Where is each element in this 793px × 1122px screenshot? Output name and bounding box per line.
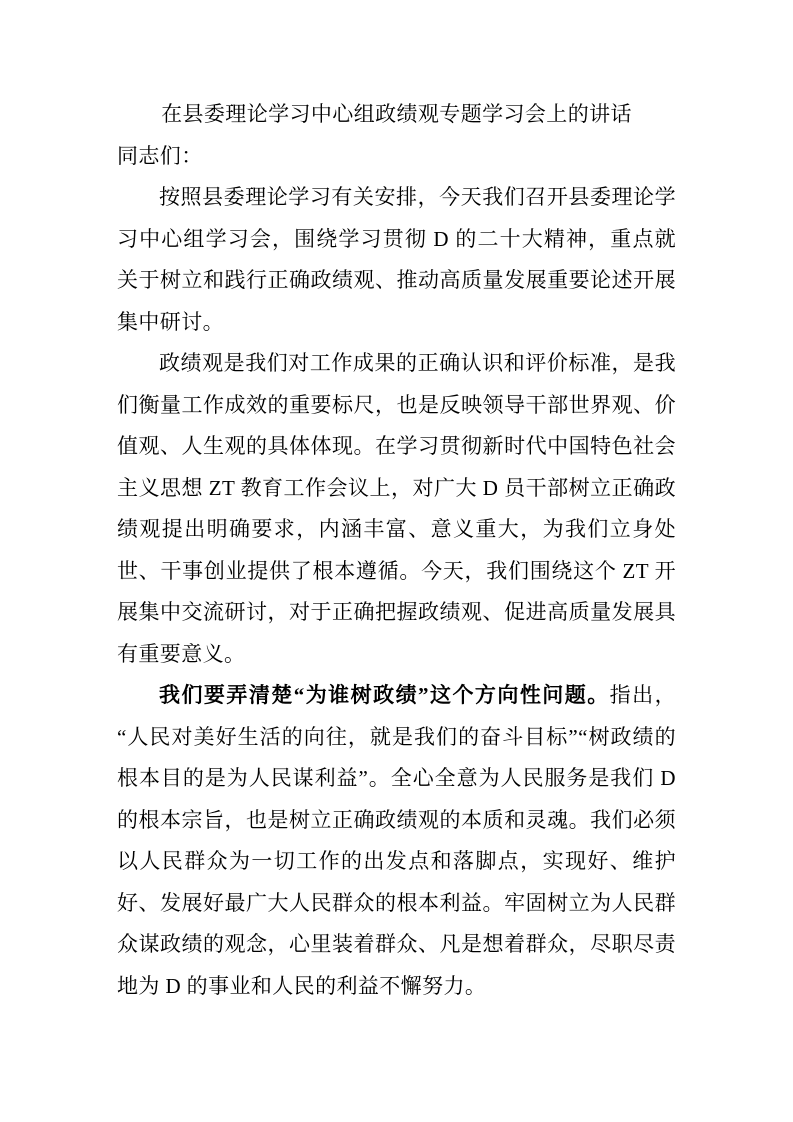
paragraph-2-text: 政绩观是我们对工作成果的正确认识和评价标准，是我们衡量工作成效的重要标尺，也是反映领导干部世界观、价值观、人生观的具体体现。在学习贯彻新时代中国特色社会主义思想 ZT 教育工作会议上，对广大 D 员干部树立正确政绩观提出明确要求，内涵丰富、意义重大，为我们立身处世、干事创业提供了根本遵循。今天，我们围绕这个 ZT 开展集中交流研讨，对于正确把握政绩观、促进高质量发展具有重要意义。 [117, 351, 676, 666]
paragraph-1 [117, 177, 676, 343]
paragraph-3-bold-lead: 我们要弄清楚“为谁树政绩”这个方向性问题。 [159, 683, 610, 707]
paragraph-1-text: 按照县委理论学习有关安排，今天我们召开县委理论学习中心组学习会，围绕学习贯彻 D 的二十大精神，重点就关于树立和践行正确政绩观、推动高质量发展重要论述开展集中研讨。 [117, 185, 676, 334]
salutation: 同志们： [117, 143, 203, 168]
paragraph-2 [117, 343, 676, 675]
paragraph-3-text: 指出，“人民对美好生活的向往，就是我们的奋斗目标”“树政绩的根本目的是为人民谋利益”。全心全意为人民服务是我们 D 的根本宗旨，也是树立正确政绩观的本质和灵魂。我们必须以人民群众为一切工作的出发点和落脚点，实现好、维护好、发展好最广大人民群众的根本利益。牢固树立为人民群众谋政绩的观念，心里装着群众、凡是想着群众，尽职尽责地为 D 的事业和人民的利益不懈努力。 [117, 683, 676, 998]
paragraph-3 [117, 675, 676, 1007]
document-title: 在县委理论学习中心组政绩观专题学习会上的讲话 [161, 102, 632, 126]
